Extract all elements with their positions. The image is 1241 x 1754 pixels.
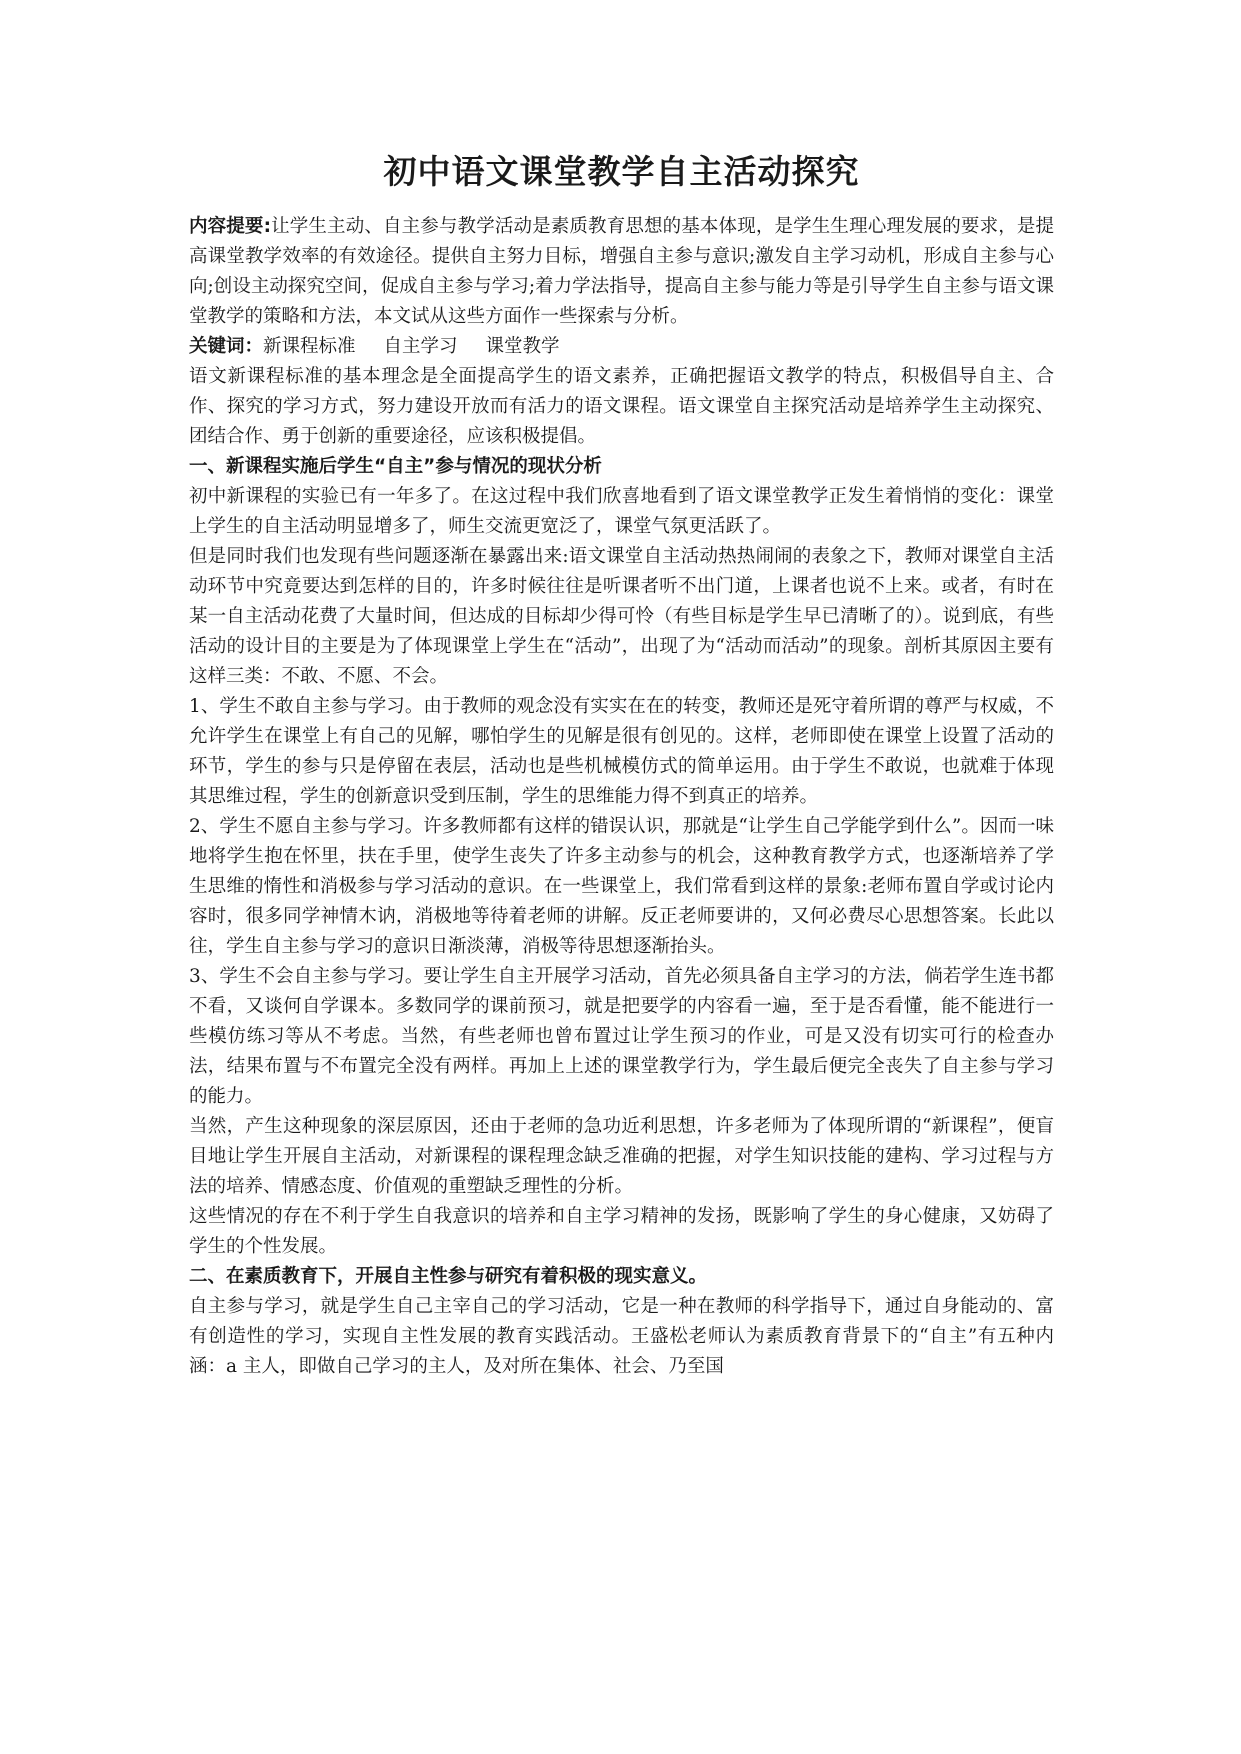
section-2-heading: 二、在素质教育下，开展自主性参与研究有着积极的现实意义。 (189, 1266, 708, 1287)
document-body (189, 150, 1054, 1382)
document-title: 初中语文课堂教学自主活动探究 (383, 152, 860, 191)
section-1-paragraph: 但是同时我们也发现有些问题逐渐在暴露出来:语文课堂自主活动热热闹闹的表象之下，教师对课堂自主活动环节中究竟要达到怎样的目的，许多时候往往是听课者听不出门道，上课者也说不上来。或者，有时在某一自主活动花费了大量时间，但达成的目标却少得可怜（有些目标是学生早已清晰了的）。说到底，有些活动的设计目的主要是为了体现课堂上学生在“活动”，出现了为“活动而活动”的现象。剖析其原因主要有这样三类：不敢、不愿、不会。 (189, 546, 1054, 687)
section-1-paragraph: 当然，产生这种现象的深层原因，还由于老师的急功近利思想，许多老师为了体现所谓的“新课程”，便盲目地让学生开展自主活动，对新课程的课程理念缺乏准确的把握，对学生知识技能的建构、学习过程与方法的培养、情感态度、价值观的重塑缺乏理性的分析。 (189, 1116, 1054, 1197)
keyword-item: 新课程标准 (263, 336, 356, 357)
section-2-paragraph: 自主参与学习，就是学生自己主宰自己的学习活动，它是一种在教师的科学指导下，通过自身能动的、富有创造性的学习，实现自主性发展的教育实践活动。王盛松老师认为素质教育背景下的“自主”有五种内涵：a 主人，即做自己学习的主人，及对所在集体、社会、乃至国 (189, 1296, 1054, 1377)
abstract-text: 让学生主动、自主参与教学活动是素质教育思想的基本体现，是学生生理心理发展的要求，是提高课堂教学效率的有效途径。提供自主努力目标，增强自主参与意识;激发自主学习动机，形成自主参与心向;创设主动探究空间，促成自主参与学习;着力学法指导，提高自主参与能力等是引导学生自主参与语文课堂教学的策略和方法，本文试从这些方面作一些探索与分析。 (189, 216, 1054, 327)
intro-paragraph: 语文新课程标准的基本理念是全面提高学生的语文素养，正确把握语文教学的特点，积极倡导自主、合作、探究的学习方式，努力建设开放而有活力的语文课程。语文课堂自主探究活动是培养学生主动探究、团结合作、勇于创新的重要途径，应该积极提倡。 (189, 366, 1054, 447)
abstract-label: 内容提要: (189, 216, 271, 237)
section-1-heading: 一、新课程实施后学生“自主”参与情况的现状分析 (189, 456, 602, 477)
abstract-paragraph (189, 212, 1054, 332)
section-1-paragraph: 2、学生不愿自主参与学习。许多教师都有这样的错误认识，那就是“让学生自己学能学到什么”。因而一味地将学生抱在怀里，扶在手里，使学生丧失了许多主动参与的机会，这种教育教学方式，也逐渐培养了学生思维的惰性和消极参与学习活动的意识。在一些课堂上，我们常看到这样的景象:老师布置自学或讨论内容时，很多同学神情木讷，消极地等待着老师的讲解。反正老师要讲的，又何必费尽心思想答案。长此以往，学生自主参与学习的意识日渐淡薄，消极等待思想逐渐抬头。 (189, 816, 1054, 957)
keywords-line (189, 332, 1054, 362)
keyword-item: 自主学习 (383, 336, 458, 357)
keyword-item: 课堂教学 (485, 336, 560, 357)
section-1-paragraph: 初中新课程的实验已有一年多了。在这过程中我们欣喜地看到了语文课堂教学正发生着悄悄的变化：课堂上学生的自主活动明显增多了，师生交流更宽泛了，课堂气氛更活跃了。 (189, 486, 1054, 537)
section-1-paragraph: 1、学生不敢自主参与学习。由于教师的观念没有实实在在的转变，教师还是死守着所谓的尊严与权威，不允许学生在课堂上有自己的见解，哪怕学生的见解是很有创见的。这样，老师即使在课堂上设置了活动的环节，学生的参与只是停留在表层，活动也是些机械模仿式的简单运用。由于学生不敢说，也就难于体现其思维过程，学生的创新意识受到压制，学生的思维能力得不到真正的培养。 (189, 696, 1054, 807)
keywords-label: 关键词： (189, 336, 264, 357)
section-1-paragraph: 这些情况的存在不利于学生自我意识的培养和自主学习精神的发扬，既影响了学生的身心健康，又妨碍了学生的个性发展。 (189, 1206, 1054, 1257)
section-1-paragraph: 3、学生不会自主参与学习。要让学生自主开展学习活动，首先必须具备自主学习的方法，倘若学生连书都不看，又谈何自学课本。多数同学的课前预习，就是把要学的内容看一遍，至于是否看懂，能不能进行一些模仿练习等从不考虑。当然，有些老师也曾布置过让学生预习的作业，可是又没有切实可行的检查办法，结果布置与不布置完全没有两样。再加上上述的课堂教学行为，学生最后便完全丧失了自主参与学习的能力。 (189, 966, 1054, 1107)
